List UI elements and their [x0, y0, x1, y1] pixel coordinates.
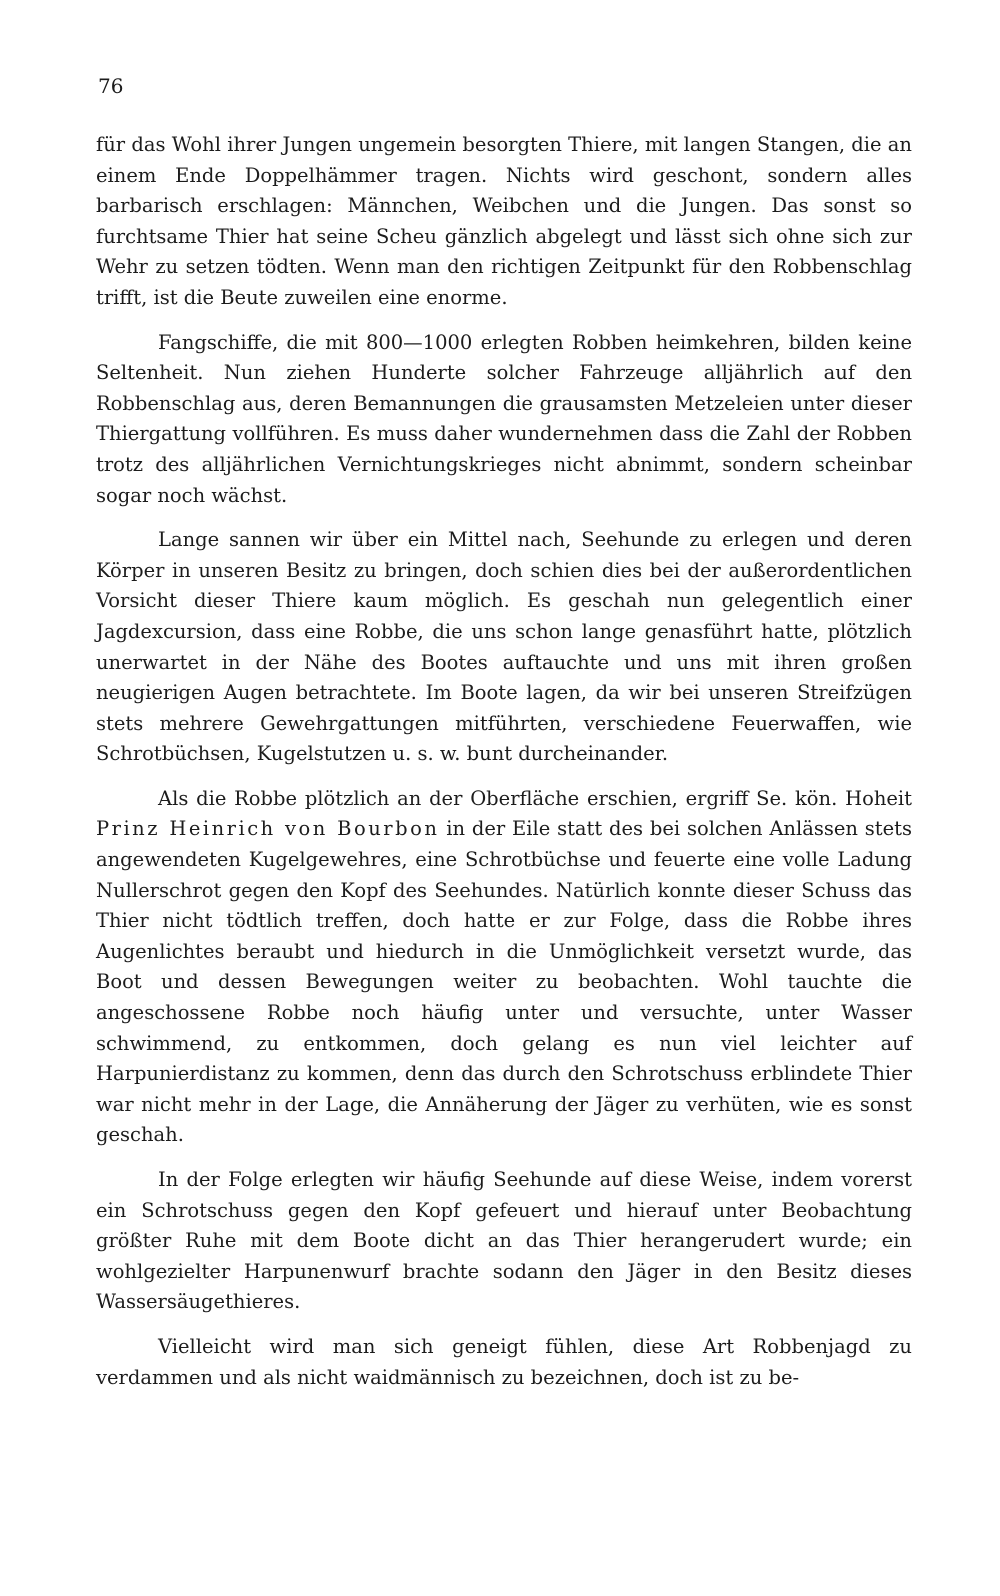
paragraph-5: In der Folge erlegten wir häufig Seehunde auf diese Weise, indem vorerst ein Schrotschuss gegen den Kopf gefeuert und hierauf unter Beobachtung größter Ruhe mit dem Boote dicht an das Thier herangerudert wurde; ein wohlgezielter Harpunenwurf brachte sodann den Jäger in den Besitz dieses Wassersäugethieres.	[96, 1168, 912, 1314]
page-number: 76	[98, 74, 124, 98]
paragraph-2: Fangschiffe, die mit 800—1000 erlegten Robben heimkehren, bilden keine Seltenheit. Nun ziehen Hunderte solcher Fahrzeuge alljährlich auf den Robbenschlag aus, deren Bemannungen die grausamsten Metzeleien unter dieser Thiergattung vollführen. Es muss daher wundernehmen dass die Zahl der Robben trotz des alljährlichen Vernichtungskrieges nicht abnimmt, sondern scheinbar sogar noch wächst.	[96, 330, 912, 507]
paragraph-4-text-before: Als die Robbe plötzlich an der Oberfläche erschien, ergriff Se. kön. Hoheit	[158, 786, 912, 810]
person-name-spaced: Prinz Heinrich von Bourbon	[96, 817, 440, 841]
paragraph-6: Vielleicht wird man sich geneigt fühlen, diese Art Robbenjagd zu verdammen und als nicht waidmännisch zu bezeichnen, doch ist zu be-	[96, 1334, 912, 1389]
paragraph-4-text-after: in der Eile statt des bei solchen Anlässen stets angewendeten Kugelgewehres, eine Schrotbüchse und feuerte eine volle Ladung Nullerschrot gegen den Kopf des Seehundes. Natürlich konnte dieser Schuss das Thier nicht tödtlich treffen, doch hatte er zur Folge, dass die Robbe ihres Augenlichtes beraubt und hiedurch in die Unmöglichkeit versetzt wurde, das Boot und dessen Bewegungen weiter zu beobachten. Wohl tauchte die angeschossene Robbe noch häufig unter und versuchte, unter Wasser schwimmend, zu entkommen, doch gelang es nun viel leichter auf Harpunierdistanz zu kommen, denn das durch den Schrotschuss erblindete Thier war nicht mehr in der Lage, die Annäherung der Jäger zu verhüten, wie es sonst geschah.	[96, 817, 912, 1147]
paragraph-4	[96, 784, 912, 1151]
body-text	[96, 130, 912, 1393]
paragraph-3: Lange sannen wir über ein Mittel nach, Seehunde zu erlegen und deren Körper in unseren Besitz zu bringen, doch schien dies bei der außerordentlichen Vorsicht dieser Thiere kaum möglich. Es geschah nun gelegentlich einer Jagdexcursion, dass eine Robbe, die uns schon lange genasführt hatte, plötzlich unerwartet in der Nähe des Bootes auftauchte und uns mit ihren großen neugierigen Augen betrachtete. Im Boote lagen, da wir bei unseren Streifzügen stets mehrere Gewehrgattungen mitführten, verschiedene Feuerwaffen, wie Schrotbüchsen, Kugelstutzen u. s. w. bunt durcheinander.	[96, 528, 912, 766]
paragraph-1: für das Wohl ihrer Jungen ungemein besorgten Thiere, mit langen Stangen, die an einem Ende Doppelhämmer tragen. Nichts wird geschont, sondern alles barbarisch erschlagen: Männchen, Weibchen und die Jungen. Das sonst so furchtsame Thier hat seine Scheu gänzlich abgelegt und lässt sich ohne sich zur Wehr zu setzen tödten. Wenn man den richtigen Zeitpunkt für den Robbenschlag trifft, ist die Beute zuweilen eine enorme.	[96, 133, 912, 309]
